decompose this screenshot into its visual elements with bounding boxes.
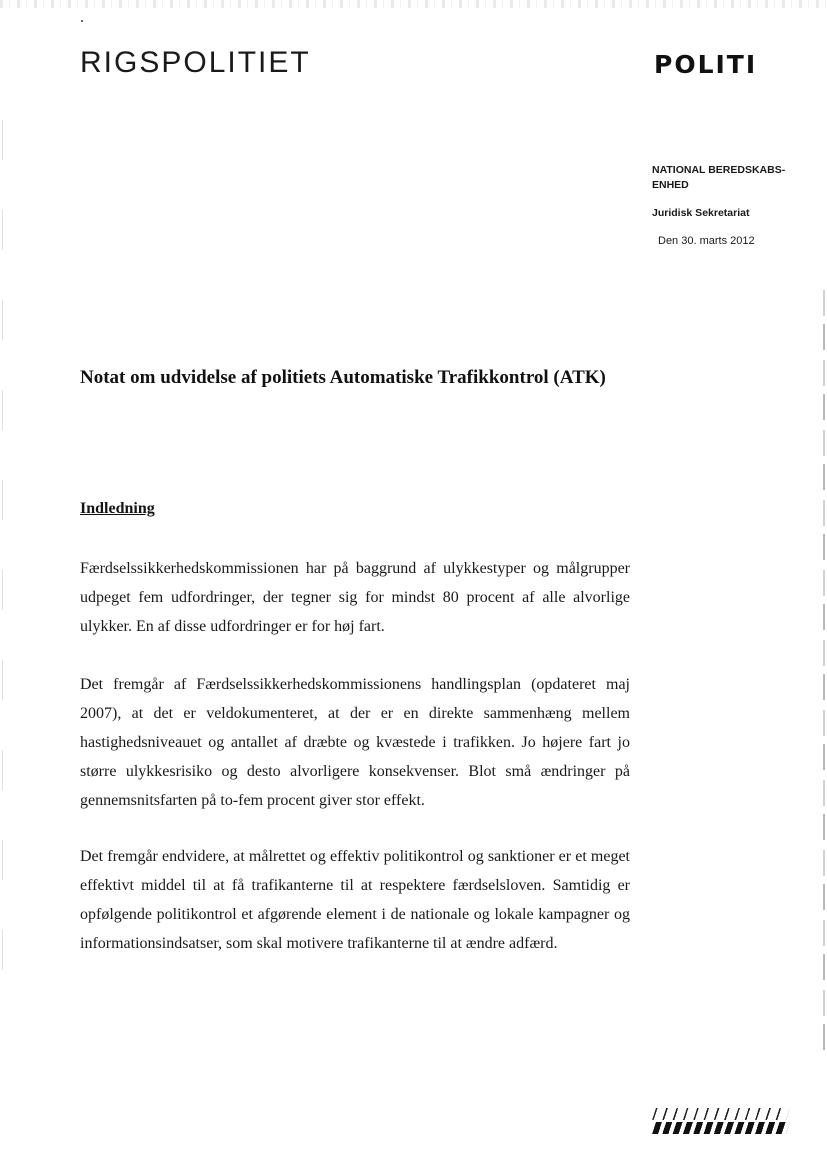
paragraph-1: Færdselssikkerhedskommissionen har på baggrund af ulykkestyper og målgrupper udpeget fem udfordringer, der tegner sig for mindst 80 procent af alle alvorlige ulykker. En af disse udfordringer er for høj fart. (80, 560, 630, 635)
barcode-top-row (652, 1108, 790, 1120)
unit-name-line1: NATIONAL BEREDSKABS- (652, 164, 786, 176)
unit-name (652, 163, 802, 193)
barcode-icon (654, 1108, 788, 1134)
department-name: Juridisk Sekretariat (652, 207, 750, 219)
paragraph-3: Det fremgår endvidere, at målrettet og effektiv politikontrol og sanktioner er et meget effektivt middel til at få trafikanterne til at respektere færdselsloven. Samtidig er opfølgende politikontrol et afgørende element i de nationale og lokale kampagner og informationsindsatser, som skal motivere trafikanterne til at ændre adfærd. (80, 848, 630, 952)
document-title: Notat om udvidelse af politiets Automatiske Trafikkontrol (ATK) (80, 367, 606, 388)
section-heading: Indledning (80, 500, 155, 517)
scan-artifact-left (2, 120, 3, 1020)
scan-speck (81, 20, 83, 22)
unit-name-line2: ENHED (652, 179, 689, 191)
barcode-bottom-row (652, 1122, 790, 1134)
organization-name: RIGSPOLITIET (80, 46, 311, 79)
sender-block (652, 163, 802, 248)
document-date: Den 30. marts 2012 (658, 235, 755, 247)
scan-artifact-right (823, 290, 825, 1050)
paragraph-2: Det fremgår af Færdselssikkerhedskommissionens handlingsplan (opdateret maj 2007), at det er veldokumenteret, at der er en direkte sammenhæng mellem hastighedsniveauet og antallet af dræbte og kvæstede i trafikken. Jo højere fart jo større ulykkesrisiko og desto alvorligere konsekvenser. Blot små ændringer på gennemsnitsfarten på to-fem procent giver stor effekt. (80, 676, 630, 809)
politi-logo: POLITI (654, 50, 758, 79)
scan-artifact-top (0, 0, 827, 8)
